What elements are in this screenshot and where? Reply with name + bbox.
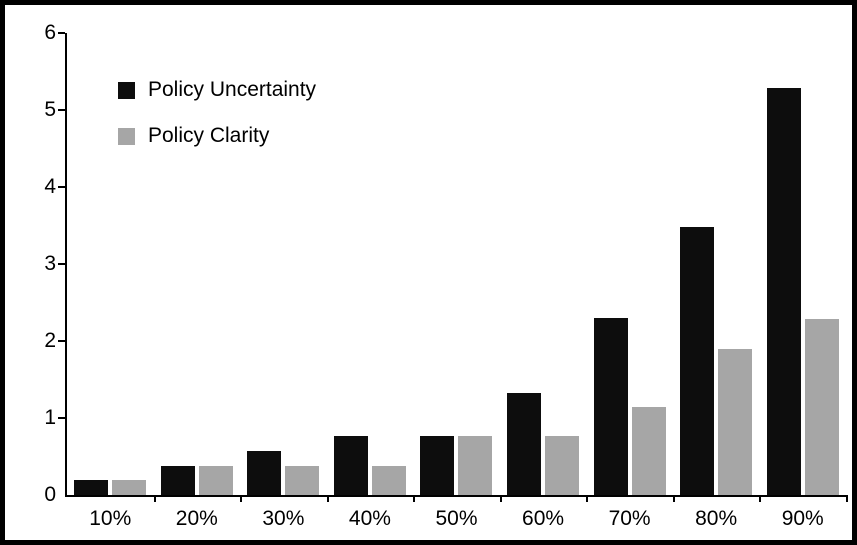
bar-group <box>500 33 587 530</box>
bar <box>632 407 666 495</box>
x-axis-tick-mark <box>327 495 329 502</box>
x-axis-tick-mark <box>154 495 156 502</box>
x-axis-tick-mark <box>759 495 761 502</box>
legend-item <box>118 75 316 105</box>
x-axis-tick-mark <box>586 495 588 502</box>
x-axis-tick-label: 60% <box>522 507 565 530</box>
y-axis-tick-mark <box>58 32 65 34</box>
x-axis-tick-label: 80% <box>695 507 738 530</box>
x-axis-tick-label: 40% <box>348 507 391 530</box>
bar <box>718 349 752 495</box>
x-axis-tick-mark <box>500 495 502 502</box>
bar-group <box>673 33 760 530</box>
y-axis-tick-mark <box>58 186 65 188</box>
y-axis-tick-label: 0 <box>44 483 56 506</box>
bar <box>199 466 233 495</box>
bar <box>74 480 108 495</box>
bar <box>594 318 628 495</box>
y-axis-tick-mark <box>58 417 65 419</box>
bar <box>334 436 368 495</box>
x-axis-tick-label: 70% <box>608 507 651 530</box>
bar-group <box>413 33 500 530</box>
y-axis-tick-label: 3 <box>44 252 56 275</box>
legend-label: Policy Uncertainty <box>148 78 317 101</box>
bar-group <box>327 33 414 530</box>
x-axis-tick-mark <box>413 495 415 502</box>
legend-swatch-icon <box>118 128 135 145</box>
y-axis-tick-label: 4 <box>44 175 56 198</box>
x-axis-tick-mark <box>673 495 675 502</box>
bar <box>458 436 492 495</box>
y-axis-tick-label: 6 <box>44 21 56 44</box>
bar <box>545 436 579 495</box>
x-axis-tick-label: 90% <box>781 507 824 530</box>
bar <box>420 436 454 495</box>
legend-swatch-icon <box>118 82 135 99</box>
chart-legend <box>118 75 316 167</box>
y-axis-tick-label: 1 <box>44 406 56 429</box>
bar <box>372 466 406 495</box>
y-axis-tick-mark <box>58 263 65 265</box>
x-axis-tick-label: 30% <box>262 507 305 530</box>
bar <box>285 466 319 495</box>
y-axis-tick-label: 2 <box>44 329 56 352</box>
bar <box>507 393 541 495</box>
x-axis-line <box>65 495 846 497</box>
bar <box>680 227 714 495</box>
y-axis-tick-mark <box>58 340 65 342</box>
x-axis-tick-mark <box>240 495 242 502</box>
bar-group <box>586 33 673 530</box>
x-axis-tick-label: 20% <box>175 507 218 530</box>
y-axis-tick-mark <box>58 109 65 111</box>
x-axis-tick-label: 10% <box>89 507 132 530</box>
bar <box>161 466 195 495</box>
legend-item <box>118 121 316 151</box>
bar <box>805 319 839 495</box>
bar-group <box>759 33 846 530</box>
x-axis-tick-mark <box>846 495 848 502</box>
x-axis-tick-label: 50% <box>435 507 478 530</box>
bar <box>767 88 801 495</box>
legend-label: Policy Clarity <box>148 124 270 147</box>
bar <box>112 480 146 495</box>
bar <box>247 451 281 495</box>
y-axis-tick-label: 5 <box>44 98 56 121</box>
